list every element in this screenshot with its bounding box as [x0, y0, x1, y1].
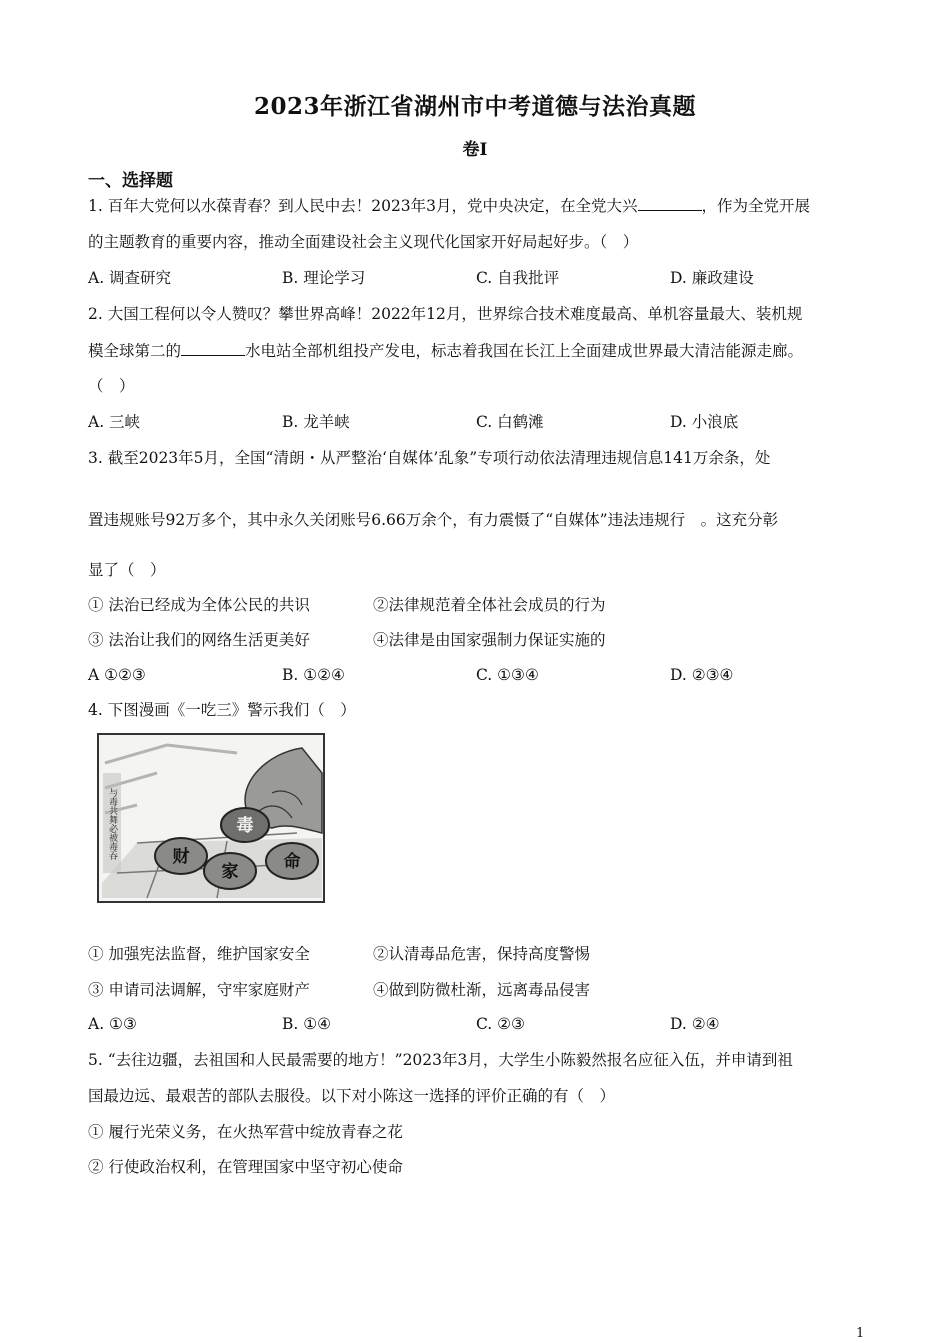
answer-blank	[638, 196, 702, 211]
option-c[interactable]: C. 白鹤滩	[476, 413, 544, 431]
cartoon-char-wealth: 财	[172, 847, 190, 867]
question-2-line-2: 模全球第二的 水电站全部机组投产发电，标志着我国在长江上全面建成世界最大清洁能源走廊。	[88, 342, 804, 360]
statement-2: ②法律规范着全体社会成员的行为	[373, 596, 606, 614]
option-a[interactable]: A. ①③	[88, 1015, 137, 1033]
option-b[interactable]: B. 龙羊峡	[282, 413, 350, 431]
statement-1: ① 法治已经成为全体公民的共识	[88, 596, 310, 614]
question-3-line-3: 显了（ ）	[88, 561, 166, 579]
question-1-line-2: 的主题教育的重要内容，推动全面建设社会主义现代化国家开好局起好步。（ ）	[88, 233, 639, 251]
question-5-statement-2: ② 行使政治权利，在管理国家中坚守初心使命	[88, 1158, 403, 1176]
exam-title: 2023年浙江省湖州市中考道德与法治真题	[253, 93, 696, 120]
option-d[interactable]: D. 廉政建设	[670, 269, 754, 287]
option-c[interactable]: C. ②③	[476, 1015, 525, 1033]
option-c[interactable]: C. 自我批评	[476, 269, 560, 287]
option-d[interactable]: D. ②③④	[670, 666, 734, 684]
question-4-statements-row-1	[88, 944, 591, 964]
question-3-statements-row-2	[88, 630, 606, 650]
page-number: 1	[856, 1326, 865, 1341]
volume-label: 卷I	[462, 140, 488, 160]
question-1-line-1: 1. 百年大党何以水葆青春？到人民中去！2023年3月，党中央决定，在全党大兴 ，作为全党开展	[88, 197, 811, 215]
option-b[interactable]: B. ①④	[282, 1015, 332, 1033]
option-a[interactable]: A ①②③	[88, 666, 146, 684]
option-d[interactable]: D. 小浪底	[670, 413, 739, 431]
option-b[interactable]: B. ①②④	[282, 666, 345, 684]
question-5-line-2: 国最边远、最艰苦的部队去服役。以下对小陈这一选择的评价正确的有（ ）	[88, 1087, 616, 1105]
statement-3: ③ 法治让我们的网络生活更美好	[88, 631, 310, 649]
cartoon-char-family: 家	[221, 862, 239, 882]
option-a[interactable]: A. 三峡	[88, 413, 141, 431]
question-2-line-3: （ ）	[88, 377, 135, 395]
question-3-line-2: 置违规账号92万多个，其中永久关闭账号6.66万余个，有力震慑了“自媒体”违法违规行 。这充分彰	[88, 511, 779, 529]
statement-2: ②认清毒品危害，保持高度警惕	[373, 945, 591, 963]
question-5-line-1: 5. “去往边疆，去祖国和人民最需要的地方！”2023年3月，大学生小陈毅然报名应征入伍，并申请到祖	[88, 1051, 793, 1069]
question-3-statements-row-1	[88, 595, 606, 615]
option-c[interactable]: C. ①③④	[476, 666, 539, 684]
statement-4: ④做到防微杜渐，远离毒品侵害	[373, 981, 591, 999]
question-4-statements-row-2	[88, 980, 591, 1000]
question-5-statement-1: ① 履行光荣义务，在火热军营中绽放青春之花	[88, 1123, 403, 1141]
statement-4: ④法律是由国家强制力保证实施的	[373, 631, 606, 649]
cartoon-side-text: 与毒共舞必被毒吞	[107, 788, 117, 860]
option-b[interactable]: B. 理论学习	[282, 269, 366, 287]
answer-blank	[181, 341, 245, 356]
question-2-line-1: 2. 大国工程何以令人赞叹？攀世界高峰！2022年12月，世界综合技术难度最高、单机容量最大、装机规	[88, 305, 803, 323]
option-d[interactable]: D. ②④	[670, 1015, 720, 1033]
cartoon-char-life: 命	[283, 852, 301, 872]
option-a[interactable]: A. 调查研究	[88, 269, 172, 287]
question-4-line-1: 4. 下图漫画《一吃三》警示我们（ ）	[88, 701, 356, 719]
question-3-line-1: 3. 截至2023年5月，全国“清朗・从严整治‘自媒体’乱象”专项行动依法清理违规信息141万余条，处	[88, 449, 771, 467]
statement-3: ③ 申请司法调解，守牢家庭财产	[88, 981, 310, 999]
cartoon-image	[97, 733, 325, 903]
cartoon-char-drug: 毒	[236, 816, 254, 836]
section-heading: 一、选择题	[88, 171, 173, 191]
statement-1: ① 加强宪法监督，维护国家安全	[88, 945, 310, 963]
